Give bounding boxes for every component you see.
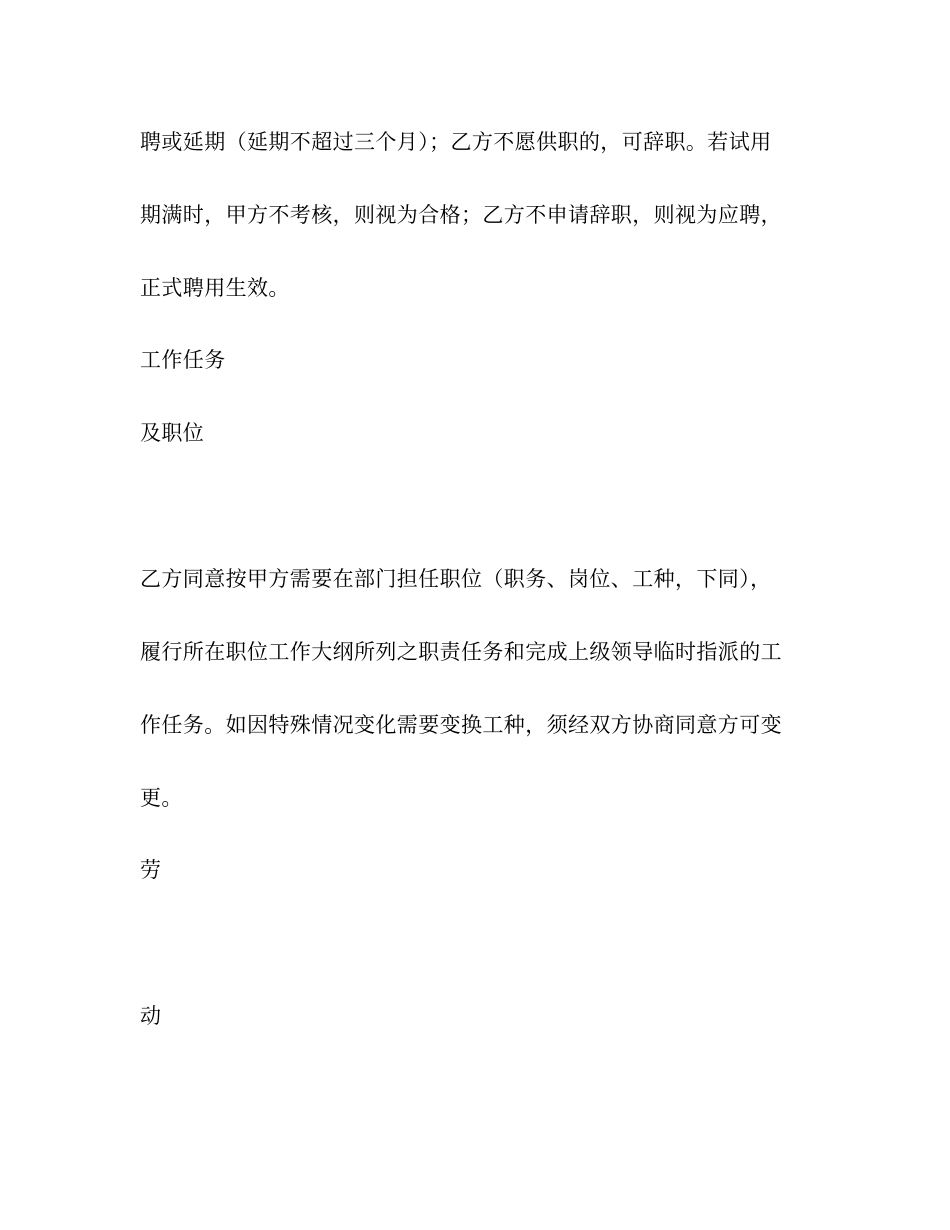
paragraph-line: 正式聘用生效。	[140, 276, 290, 300]
section-heading-line: 动	[140, 1004, 162, 1028]
paragraph-line: 乙方同意按甲方需要在部门担任职位（职务、岗位、工种，下同），	[140, 567, 772, 591]
section-heading-line: 工作任务	[140, 348, 226, 372]
paragraph-line: 履行所在职位工作大纲所列之职责任务和完成上级领导临时指派的工	[140, 640, 782, 664]
section-heading-line: 劳	[140, 858, 162, 882]
paragraph-line: 聘或延期（延期不超过三个月）；乙方不愿供职的，可辞职。若试用	[140, 130, 772, 154]
paragraph-line: 作任务。如因特殊情况变化需要变换工种，须经双方协商同意方可变	[140, 713, 782, 737]
section-heading-line: 及职位	[140, 421, 205, 445]
paragraph-line: 期满时，甲方不考核，则视为合格；乙方不申请辞职，则视为应聘，	[140, 203, 782, 227]
paragraph-line: 更。	[140, 786, 183, 810]
